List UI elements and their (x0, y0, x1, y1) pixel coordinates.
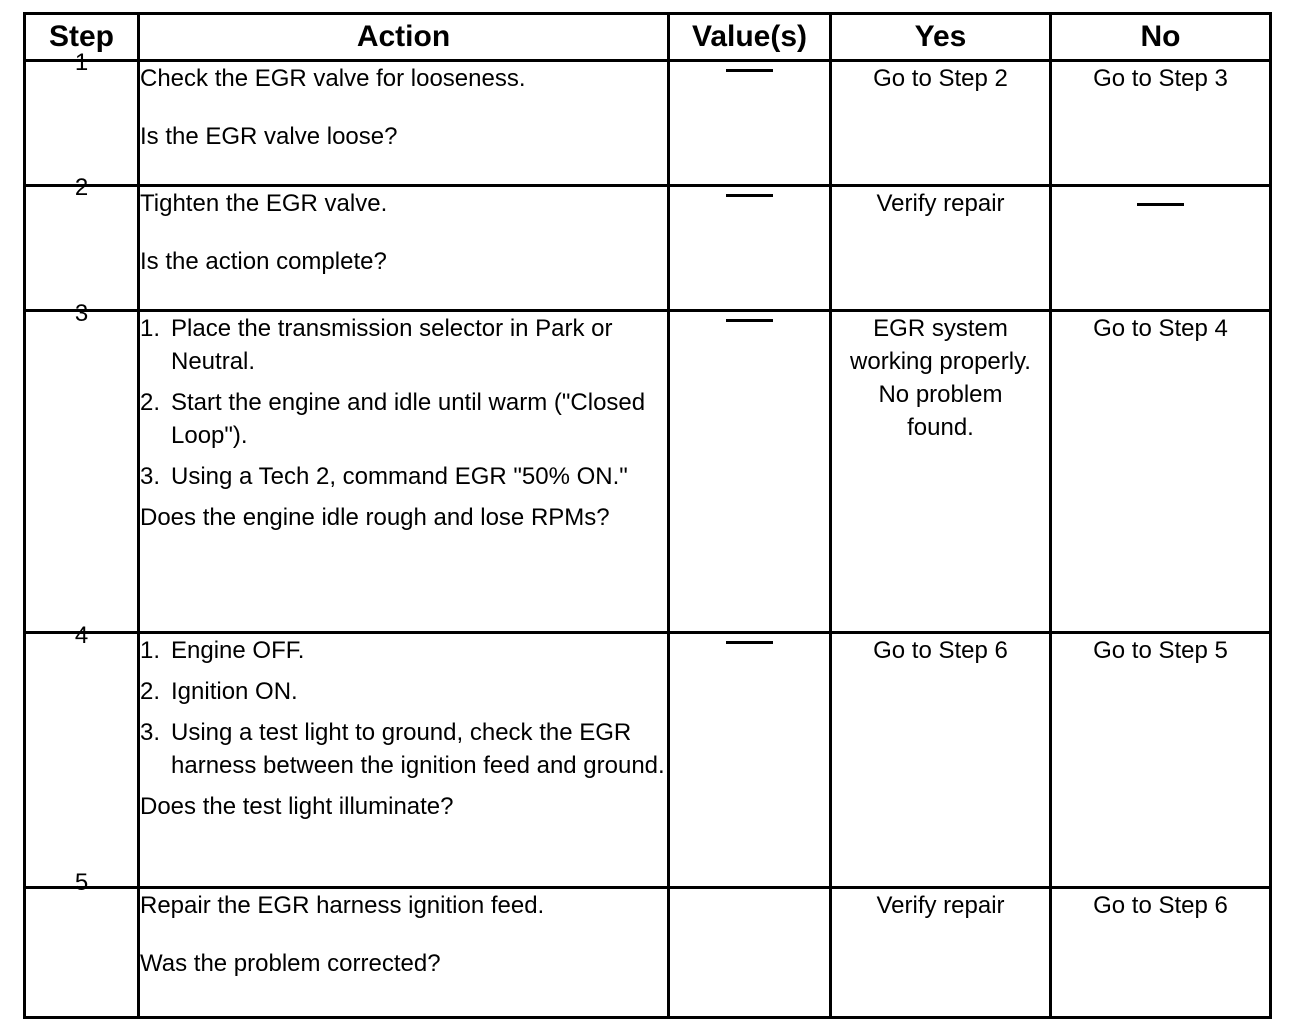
list-item (140, 716, 667, 782)
values-cell (669, 311, 831, 633)
action-cell (139, 633, 669, 888)
action-steps-list (140, 634, 667, 782)
dash-mark (726, 319, 773, 322)
values-cell (669, 186, 831, 311)
no-cell: Go to Step 4 (1051, 311, 1271, 633)
step-number-cell (25, 300, 139, 633)
yes-cell: Verify repair (831, 888, 1051, 1018)
list-item-number: 2. (140, 678, 161, 705)
step-number: 1 (74, 49, 89, 76)
values-cell (669, 61, 831, 186)
list-item-number: 3. (140, 719, 161, 746)
values-column-header: Value(s) (669, 14, 831, 61)
yes-column-header: Yes (831, 14, 1051, 61)
table-row (25, 311, 1271, 633)
step-number: 2 (74, 174, 89, 201)
list-item-number: 1. (140, 315, 161, 342)
action-question: Was the problem corrected? (140, 950, 441, 977)
no-cell: Go to Step 3 (1051, 61, 1271, 186)
step-number-cell (25, 869, 139, 1018)
action-cell (139, 888, 669, 1018)
list-item-text: Using a test light to ground, check the EGR harness between the ignition feed and ground. (171, 719, 665, 779)
dash-mark (726, 886, 773, 889)
no-cell: Go to Step 5 (1051, 633, 1271, 888)
yes-cell: Go to Step 2 (831, 61, 1051, 186)
action-cell (139, 311, 669, 633)
action-question: Is the action complete? (140, 248, 387, 275)
step-column-header: Step (25, 14, 139, 61)
step-number-cell (25, 49, 139, 186)
yes-cell: EGR system working properly. No problem found. (831, 311, 1051, 633)
list-item-text: Ignition ON. (171, 678, 298, 705)
no-cell: Go to Step 6 (1051, 888, 1271, 1018)
list-item (140, 634, 667, 667)
table-row (25, 888, 1271, 1018)
dash-mark (726, 69, 773, 72)
list-item-number: 3. (140, 463, 161, 490)
action-cell (139, 186, 669, 311)
step-number-cell (25, 174, 139, 311)
list-item-text: Engine OFF. (171, 637, 305, 664)
values-cell (669, 888, 831, 1018)
dash-mark (726, 194, 773, 197)
list-item-number: 2. (140, 389, 161, 416)
list-item-text: Using a Tech 2, command EGR "50% ON." (171, 463, 628, 490)
list-item (140, 312, 667, 378)
action-text: Tighten the EGR valve. (140, 190, 388, 217)
list-item-text: Place the transmission selector in Park or Neutral. (171, 315, 613, 375)
action-steps-list (140, 312, 667, 493)
action-cell (139, 61, 669, 186)
table-header-row (25, 14, 1271, 61)
values-cell (669, 633, 831, 888)
step-number: 5 (74, 869, 89, 896)
no-column-header: No (1051, 14, 1271, 61)
diagnostic-table (23, 12, 1272, 1019)
list-item (140, 460, 667, 493)
action-text: Repair the EGR harness ignition feed. (140, 892, 545, 919)
table-row (25, 61, 1271, 186)
table-row (25, 186, 1271, 311)
list-item-text: Start the engine and idle until warm ("Closed Loop"). (171, 389, 646, 449)
no-cell (1051, 186, 1271, 311)
table-row (25, 633, 1271, 888)
yes-cell: Verify repair (831, 186, 1051, 311)
list-item-number: 1. (140, 637, 161, 664)
dash-mark (726, 641, 773, 644)
list-item (140, 675, 667, 708)
action-column-header: Action (139, 14, 669, 61)
step-number: 4 (74, 622, 89, 649)
list-item (140, 386, 667, 452)
step-number-cell (25, 622, 139, 888)
yes-cell: Go to Step 6 (831, 633, 1051, 888)
action-question: Does the engine idle rough and lose RPMs? (140, 504, 610, 531)
step-number: 3 (74, 300, 89, 327)
action-question: Does the test light illuminate? (140, 793, 454, 820)
dash-mark (1137, 203, 1184, 206)
action-question: Is the EGR valve loose? (140, 123, 398, 150)
action-text: Check the EGR valve for looseness. (140, 65, 526, 92)
